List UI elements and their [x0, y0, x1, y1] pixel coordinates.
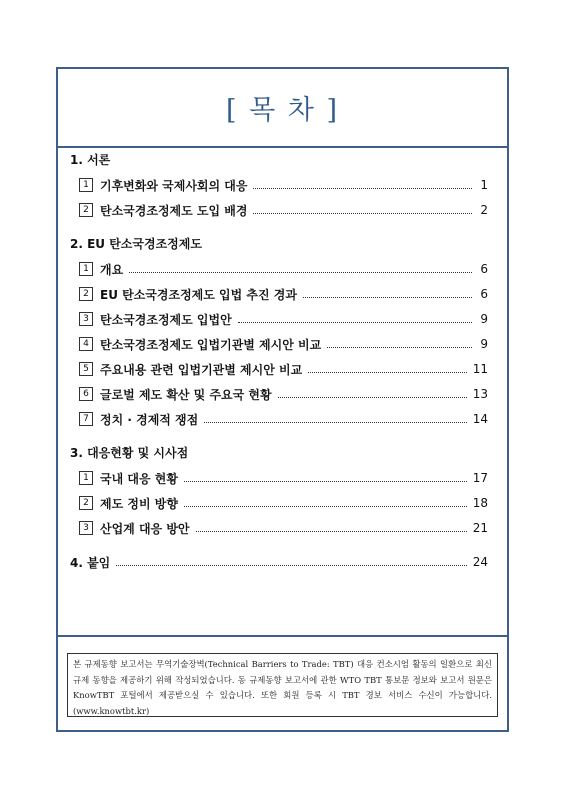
entry-number: 1: [79, 471, 93, 485]
toc-entry[interactable]: [70, 336, 488, 352]
table-of-contents: [70, 152, 488, 570]
entry-label: 탄소국경조정제도 입법안: [100, 312, 232, 327]
dot-leader: [308, 372, 467, 373]
dot-leader: [303, 297, 472, 298]
dot-leader: [204, 422, 466, 423]
dot-leader: [184, 481, 467, 482]
entry-number: 1: [79, 178, 93, 192]
toc-entry[interactable]: [70, 177, 488, 193]
entry-number: 5: [79, 362, 93, 376]
dot-leader: [129, 272, 472, 273]
entry-label: 글로벌 제도 확산 및 주요국 현황: [100, 387, 272, 402]
entry-label: 산업계 대응 방안: [100, 521, 190, 536]
entry-page: 6: [480, 262, 488, 276]
entry-number: 1: [79, 262, 93, 276]
dot-leader: [196, 531, 467, 532]
entry-number: 2: [79, 287, 93, 301]
dot-leader: [253, 213, 472, 214]
notice-box: 본 규제동향 보고서는 무역기술장벽(Technical Barriers to Trade: TBT) 대응 컨소시엄 활동의 일환으로 최신 규제 동향을 제공하기 위해 작성되었습니다. 동 규제동향 보고서에 관한 WTO TBT 통보문 정보와 보고서 원문은 KnowTBT 포털에서 제공받으실 수 있습니다. 또한 회원 등록 시 TBT 경보 서비스 수신이 가능합니다. (www.knowtbt.kr): [67, 653, 498, 717]
entry-page: 9: [480, 312, 488, 326]
entry-label: 제도 정비 방향: [100, 496, 178, 511]
page-title: [ 목 차 ]: [226, 95, 339, 126]
entry-page: 13: [472, 387, 488, 401]
toc-entry[interactable]: [70, 470, 488, 486]
toc-entry[interactable]: [70, 495, 488, 511]
entry-number: 6: [79, 387, 93, 401]
dot-leader: [278, 397, 467, 398]
entry-label: 주요내용 관련 입법기관별 제시안 비교: [100, 362, 303, 377]
entry-label: 탄소국경조정제도 도입 배경: [100, 203, 248, 218]
section-heading: 3. 대응현황 및 시사점: [70, 446, 189, 460]
divider: [58, 635, 507, 637]
appendix-label: 4. 붙임: [70, 555, 111, 570]
entry-label: 탄소국경조정제도 입법기관별 제시안 비교: [100, 337, 322, 352]
entry-number: 7: [79, 412, 93, 426]
toc-entry[interactable]: [70, 520, 488, 536]
toc-frame: [56, 67, 509, 732]
entry-page: 11: [472, 362, 488, 376]
entry-page: 6: [480, 287, 488, 301]
entry-number: 3: [79, 521, 93, 535]
toc-entry[interactable]: [70, 361, 488, 377]
dot-leader: [253, 188, 472, 189]
dot-leader: [116, 565, 466, 566]
entry-page: 18: [472, 496, 488, 510]
entry-page: 9: [480, 337, 488, 351]
entry-page: 2: [480, 203, 488, 217]
section-heading: 1. 서론: [70, 153, 111, 167]
dot-leader: [327, 347, 472, 348]
entry-label: 기후변화와 국제사회의 대응: [100, 178, 248, 193]
entry-page: 1: [480, 178, 488, 192]
entry-label: 국내 대응 현황: [100, 471, 178, 486]
toc-entry[interactable]: [70, 386, 488, 402]
entry-page: 17: [472, 471, 488, 485]
entry-label: 개요: [100, 262, 124, 277]
toc-entry[interactable]: [70, 311, 488, 327]
dot-leader: [238, 322, 472, 323]
entry-number: 4: [79, 337, 93, 351]
toc-entry-appendix[interactable]: [70, 554, 488, 570]
toc-entry[interactable]: [70, 202, 488, 218]
title-band: [58, 69, 507, 148]
entry-number: 3: [79, 312, 93, 326]
toc-entry[interactable]: [70, 411, 488, 427]
toc-entry[interactable]: [70, 286, 488, 302]
entry-page: 14: [472, 412, 488, 426]
entry-number: 2: [79, 203, 93, 217]
section-heading: 2. EU 탄소국경조정제도: [70, 237, 202, 251]
entry-number: 2: [79, 496, 93, 510]
entry-label: 정치 · 경제적 쟁점: [100, 412, 199, 427]
entry-label: EU 탄소국경조정제도 입법 추진 경과: [100, 287, 297, 302]
entry-page: 21: [472, 521, 488, 535]
dot-leader: [184, 506, 467, 507]
entry-page: 24: [472, 555, 488, 569]
toc-entry[interactable]: [70, 261, 488, 277]
